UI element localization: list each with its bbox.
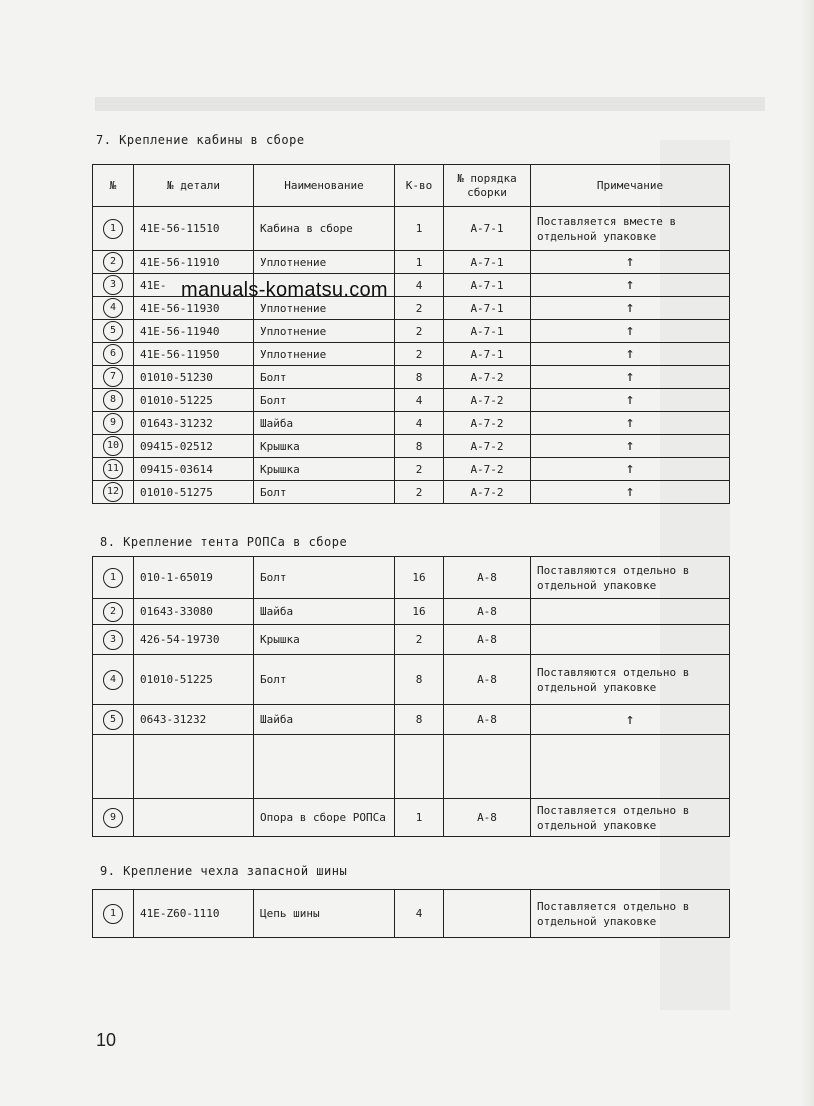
table-row bbox=[93, 599, 730, 625]
assembly-order: А-7-2 bbox=[444, 435, 531, 458]
table-row bbox=[93, 625, 730, 655]
assembly-order: А-7-2 bbox=[444, 366, 531, 389]
assembly-order: А-7-1 bbox=[444, 343, 531, 366]
assembly-order: А-8 bbox=[444, 655, 531, 705]
part-number: 41Е-56-11910 bbox=[134, 251, 254, 274]
item-number-circle: 3 bbox=[103, 275, 123, 295]
part-number: 41Е-56-11510 bbox=[134, 207, 254, 251]
part-name bbox=[254, 735, 395, 799]
assembly-order: А-8 bbox=[444, 625, 531, 655]
item-number-circle: 4 bbox=[103, 298, 123, 318]
quantity: 8 bbox=[395, 366, 444, 389]
part-number: 09415-02512 bbox=[134, 435, 254, 458]
part-name: Шайба bbox=[254, 599, 395, 625]
part-number: 41Е-56-11950 bbox=[134, 343, 254, 366]
item-number-circle: 8 bbox=[103, 390, 123, 410]
table-row bbox=[93, 343, 730, 366]
quantity bbox=[395, 735, 444, 799]
bleed-through bbox=[95, 97, 765, 111]
item-number-circle: 10 bbox=[103, 436, 123, 456]
table-row bbox=[93, 458, 730, 481]
part-number: 01643-33080 bbox=[134, 599, 254, 625]
section-8-table bbox=[92, 556, 730, 837]
section-9-title: 9. Крепление чехла запасной шины bbox=[100, 864, 348, 878]
remark: Поставляется вместе в отдельной упаковке bbox=[531, 207, 730, 251]
scan-edge bbox=[800, 0, 814, 1106]
remark bbox=[531, 599, 730, 625]
quantity: 2 bbox=[395, 297, 444, 320]
table-row bbox=[93, 207, 730, 251]
same-as-above-arrow-icon: ↑ bbox=[625, 321, 635, 339]
item-number-circle: 5 bbox=[103, 321, 123, 341]
assembly-order: А-8 bbox=[444, 799, 531, 837]
part-name: Шайба bbox=[254, 705, 395, 735]
item-number-circle: 1 bbox=[103, 219, 123, 239]
watermark: manuals-komatsu.com bbox=[181, 279, 388, 301]
table-row bbox=[93, 320, 730, 343]
quantity: 2 bbox=[395, 481, 444, 504]
assembly-order: А-7-1 bbox=[444, 274, 531, 297]
part-number: 01010-51225 bbox=[134, 389, 254, 412]
part-number: 010-1-65019 bbox=[134, 557, 254, 599]
section-7-table bbox=[92, 164, 730, 504]
quantity: 2 bbox=[395, 320, 444, 343]
assembly-order: А-7-1 bbox=[444, 320, 531, 343]
item-number-circle: 9 bbox=[103, 413, 123, 433]
part-number bbox=[134, 735, 254, 799]
col-header-note: Примечание bbox=[531, 165, 730, 207]
item-number-circle: 2 bbox=[103, 252, 123, 272]
part-number: 41Е-56-11930 bbox=[134, 297, 254, 320]
same-as-above-arrow-icon: ↑ bbox=[625, 275, 635, 293]
quantity: 2 bbox=[395, 625, 444, 655]
part-name: Уплотнение bbox=[254, 251, 395, 274]
table-row bbox=[93, 735, 730, 799]
part-name: Уплотнение bbox=[254, 320, 395, 343]
part-name: Крышка bbox=[254, 458, 395, 481]
row-number bbox=[93, 735, 134, 799]
table-row bbox=[93, 705, 730, 735]
quantity: 16 bbox=[395, 557, 444, 599]
item-number-circle: 5 bbox=[103, 710, 123, 730]
quantity: 4 bbox=[395, 274, 444, 297]
section-9-table bbox=[92, 889, 730, 938]
assembly-order: А-7-2 bbox=[444, 389, 531, 412]
item-number-circle: 9 bbox=[103, 808, 123, 828]
remark: Поставляются отдельно в отдельной упаковке bbox=[531, 655, 730, 705]
assembly-order: А-7-1 bbox=[444, 207, 531, 251]
col-header-order: № порядка сборки bbox=[444, 165, 531, 207]
item-number-circle: 1 bbox=[103, 568, 123, 588]
item-number-circle: 11 bbox=[103, 459, 123, 479]
part-number: 01010-51230 bbox=[134, 366, 254, 389]
quantity: 1 bbox=[395, 207, 444, 251]
part-number: 09415-03614 bbox=[134, 458, 254, 481]
table-row bbox=[93, 412, 730, 435]
table-row bbox=[93, 435, 730, 458]
quantity: 1 bbox=[395, 251, 444, 274]
same-as-above-arrow-icon: ↑ bbox=[625, 344, 635, 362]
part-number: 41Е-56-11940 bbox=[134, 320, 254, 343]
table-row bbox=[93, 890, 730, 938]
part-name: Болт bbox=[254, 557, 395, 599]
item-number-circle: 4 bbox=[103, 670, 123, 690]
part-number: 426-54-19730 bbox=[134, 625, 254, 655]
assembly-order: А-7-1 bbox=[444, 297, 531, 320]
same-as-above-arrow-icon: ↑ bbox=[625, 367, 635, 385]
table-row bbox=[93, 481, 730, 504]
table-row bbox=[93, 557, 730, 599]
remark: Поставляется отдельно в отдельной упаковке bbox=[531, 799, 730, 837]
quantity: 4 bbox=[395, 890, 444, 938]
remark: Поставляется отдельно в отдельной упаковке bbox=[531, 890, 730, 938]
part-number: 41Е- bbox=[134, 274, 254, 297]
quantity: 8 bbox=[395, 705, 444, 735]
part-number: 0643-31232 bbox=[134, 705, 254, 735]
part-number: 01010-51225 bbox=[134, 655, 254, 705]
item-number-circle: 1 bbox=[103, 904, 123, 924]
table-row bbox=[93, 655, 730, 705]
col-header-qty: К-во bbox=[395, 165, 444, 207]
part-number bbox=[134, 799, 254, 837]
assembly-order bbox=[444, 735, 531, 799]
same-as-above-arrow-icon: ↑ bbox=[625, 459, 635, 477]
assembly-order: А-8 bbox=[444, 557, 531, 599]
table-row bbox=[93, 366, 730, 389]
assembly-order: А-7-2 bbox=[444, 412, 531, 435]
part-number: 01643-31232 bbox=[134, 412, 254, 435]
remark: Поставляются отдельно в отдельной упаковке bbox=[531, 557, 730, 599]
assembly-order: А-7-2 bbox=[444, 481, 531, 504]
same-as-above-arrow-icon: ↑ bbox=[625, 390, 635, 408]
item-number-circle: 12 bbox=[103, 482, 123, 502]
part-name: Болт bbox=[254, 655, 395, 705]
page-number: 10 bbox=[96, 1030, 117, 1050]
same-as-above-arrow-icon: ↑ bbox=[625, 482, 635, 500]
quantity: 8 bbox=[395, 435, 444, 458]
col-header-name: Наименование bbox=[254, 165, 395, 207]
same-as-above-arrow-icon: ↑ bbox=[625, 413, 635, 431]
item-number-circle: 2 bbox=[103, 602, 123, 622]
section-8-title: 8. Крепление тента РОПСа в сборе bbox=[100, 535, 348, 549]
remark bbox=[531, 625, 730, 655]
item-number-circle: 3 bbox=[103, 630, 123, 650]
part-name: Крышка bbox=[254, 625, 395, 655]
same-as-above-arrow-icon: ↑ bbox=[625, 436, 635, 454]
remark bbox=[531, 735, 730, 799]
table-row bbox=[93, 389, 730, 412]
section-7-title: 7. Крепление кабины в сборе bbox=[96, 133, 305, 147]
assembly-order: А-8 bbox=[444, 705, 531, 735]
part-name: Кабина в сборе bbox=[254, 207, 395, 251]
assembly-order: А-7-1 bbox=[444, 251, 531, 274]
part-name: Болт bbox=[254, 389, 395, 412]
part-number: 01010-51275 bbox=[134, 481, 254, 504]
same-as-above-arrow-icon: ↑ bbox=[625, 709, 635, 728]
part-name: Крышка bbox=[254, 435, 395, 458]
item-number-circle: 6 bbox=[103, 344, 123, 364]
table-row bbox=[93, 799, 730, 837]
part-number: 41Е-Z60-1110 bbox=[134, 890, 254, 938]
quantity: 4 bbox=[395, 389, 444, 412]
quantity: 8 bbox=[395, 655, 444, 705]
quantity: 2 bbox=[395, 343, 444, 366]
assembly-order: А-8 bbox=[444, 599, 531, 625]
col-header-part: № детали bbox=[134, 165, 254, 207]
part-name: Уплотнение bbox=[254, 343, 395, 366]
table-row bbox=[93, 251, 730, 274]
quantity: 1 bbox=[395, 799, 444, 837]
quantity: 2 bbox=[395, 458, 444, 481]
part-name: Уплотнение bbox=[254, 297, 395, 320]
col-header-no: № bbox=[93, 165, 134, 207]
part-name: Болт bbox=[254, 366, 395, 389]
item-number-circle: 7 bbox=[103, 367, 123, 387]
part-name: Болт bbox=[254, 481, 395, 504]
part-name: Опора в сборе РОПСа bbox=[254, 799, 395, 837]
assembly-order: А-7-2 bbox=[444, 458, 531, 481]
same-as-above-arrow-icon: ↑ bbox=[625, 252, 635, 270]
same-as-above-arrow-icon: ↑ bbox=[625, 298, 635, 316]
quantity: 4 bbox=[395, 412, 444, 435]
part-name: Шайба bbox=[254, 412, 395, 435]
quantity: 16 bbox=[395, 599, 444, 625]
assembly-order bbox=[444, 890, 531, 938]
part-name: Цепь шины bbox=[254, 890, 395, 938]
